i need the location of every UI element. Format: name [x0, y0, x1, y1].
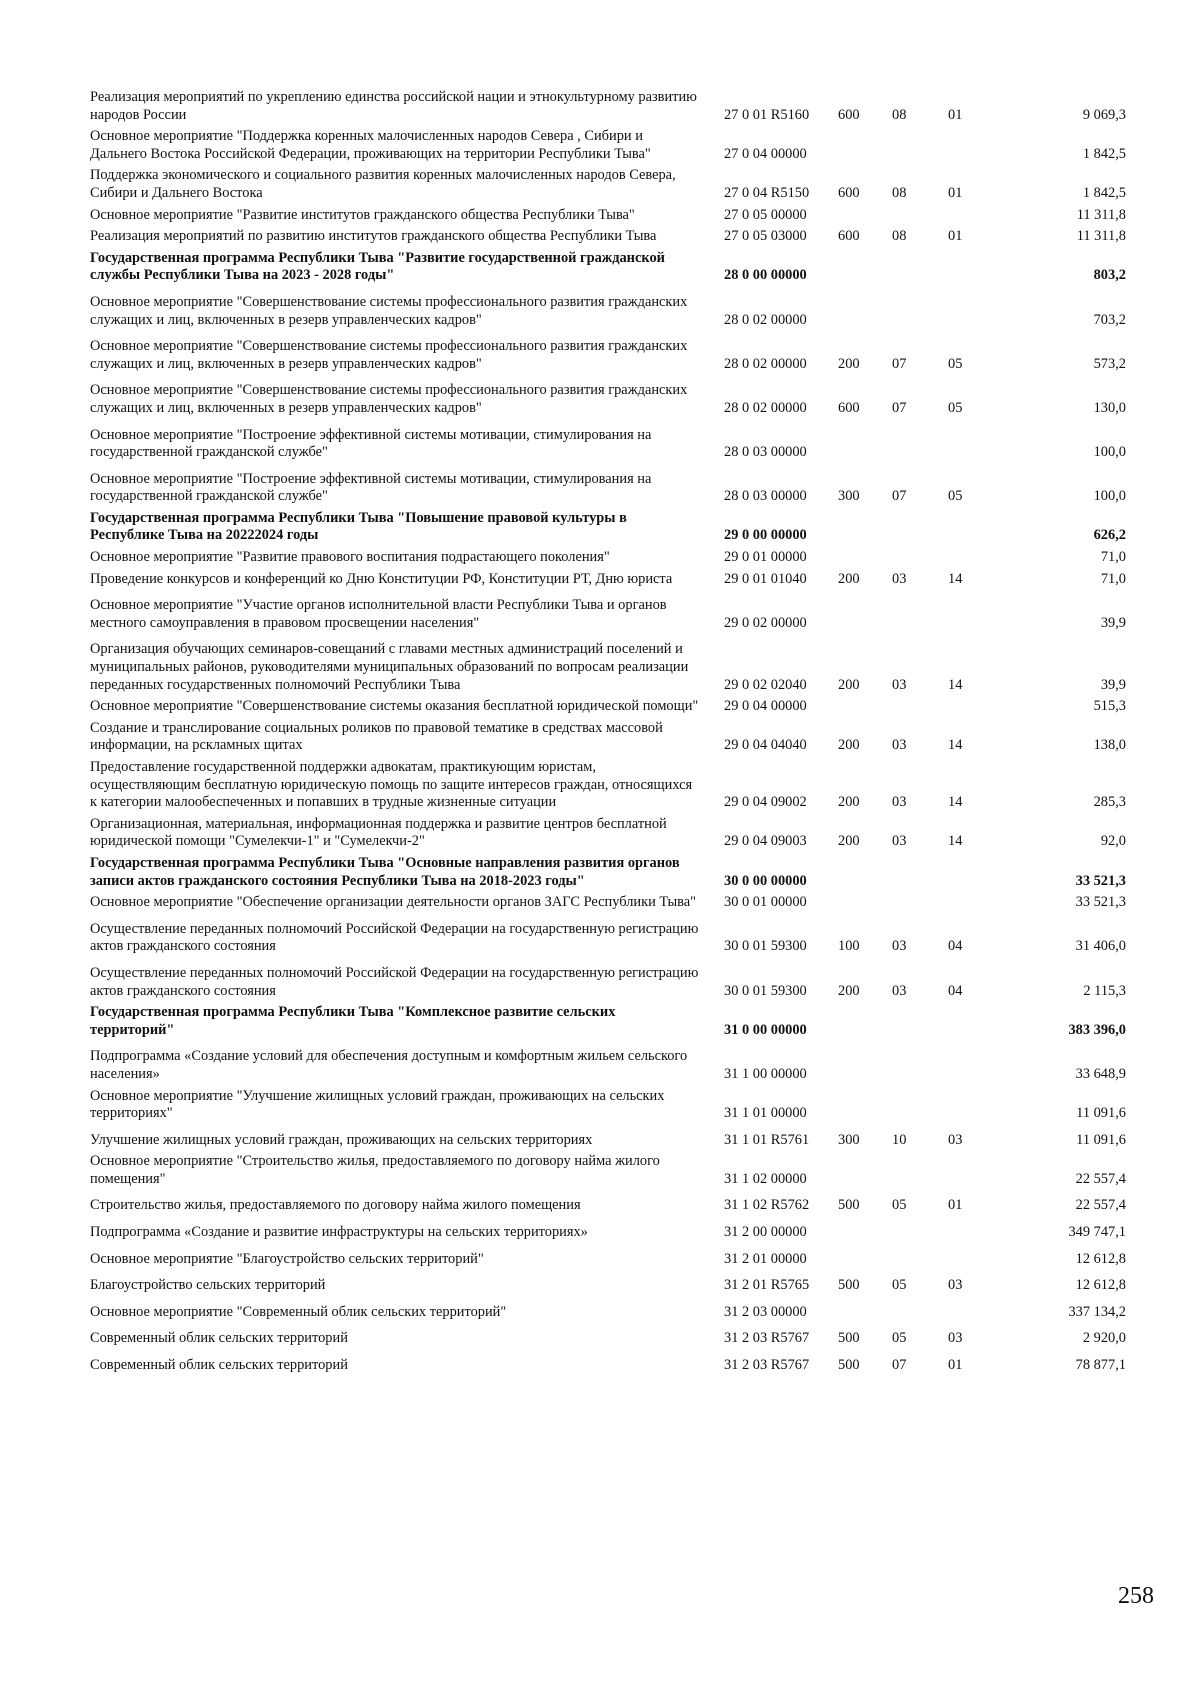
row-expense-type: 600: [838, 399, 860, 416]
row-name: Основное мероприятие "Современный облик сельских территорий": [90, 1303, 507, 1320]
row-amount: 22 557,4: [1075, 1170, 1126, 1187]
row-expense-type: [838, 697, 892, 719]
row-subsection: [948, 893, 1002, 915]
row-subsection: 14: [948, 570, 963, 587]
table-row: [90, 465, 1140, 509]
row-name: Проведение конкурсов и конференций ко Дню Конституции РФ, Конституции РТ, Дню юриста: [90, 570, 673, 587]
row-name: Основное мероприятие "Совершенствование системы профессионального развития гражданских служащих и лиц, включенных в резерв управленческих кадров": [90, 338, 688, 372]
row-subsection: 05: [948, 488, 963, 505]
row-amount: 803,2: [1093, 267, 1126, 284]
row-section: 03: [892, 833, 907, 850]
row-target-code: 27 0 01 R5160: [724, 106, 810, 123]
row-section: [892, 509, 948, 548]
row-target-code: 31 2 01 00000: [724, 1250, 807, 1267]
row-amount: 33 521,3: [1075, 872, 1126, 889]
row-target-code: 29 0 04 09002: [724, 794, 807, 811]
table-row: [90, 1152, 1140, 1191]
row-amount: 138,0: [1093, 737, 1126, 754]
row-subsection: 04: [948, 938, 963, 955]
table-row: [90, 1351, 1140, 1378]
table-row: [90, 249, 1140, 288]
row-amount: 33 521,3: [1075, 894, 1126, 911]
page-number: 258: [1118, 1583, 1154, 1609]
row-section: 03: [892, 982, 907, 999]
row-subsection: [948, 1042, 1002, 1086]
row-expense-type: [838, 421, 892, 465]
row-subsection: [948, 1218, 1002, 1245]
row-expense-type: [838, 893, 892, 915]
row-target-code: 30 0 01 59300: [724, 938, 807, 955]
row-name: Создание и транслирование социальных роликов по правовой тематике в средствах массовой информации, на рсклaмных щитах: [90, 719, 663, 754]
row-section: 05: [892, 1197, 907, 1214]
row-name: Основное мероприятие "Улучшение жилищных условий граждан, проживающих на сельских территориях": [90, 1087, 665, 1122]
row-expense-type: 600: [838, 228, 860, 245]
row-target-code: 30 0 01 59300: [724, 982, 807, 999]
row-expense-type: 600: [838, 106, 860, 123]
row-target-code: 30 0 00 00000: [724, 872, 807, 889]
row-subsection: 01: [948, 184, 963, 201]
row-section: 07: [892, 1357, 907, 1374]
row-expense-type: [838, 249, 892, 288]
row-subsection: 03: [948, 1131, 963, 1148]
row-expense-type: 200: [838, 570, 860, 587]
row-expense-type: 300: [838, 1131, 860, 1148]
row-name: Основное мероприятие "Обеспечение организации деятельности органов ЗАГС Республики Тыва": [90, 894, 697, 911]
row-amount: 12 612,8: [1075, 1250, 1126, 1267]
row-name: Реализация мероприятий по развитию институтов гражданского общества Республики Тыва: [90, 228, 657, 245]
row-amount: 11 091,6: [1076, 1131, 1126, 1148]
row-amount: 31 406,0: [1075, 938, 1126, 955]
row-section: [892, 893, 948, 915]
row-name: Основное мероприятие "Совершенствование системы профессионального развития гражданских служащих и лиц, включенных в резерв управленческих кадров": [90, 293, 688, 328]
row-target-code: 29 0 04 09003: [724, 833, 807, 850]
row-expense-type: [838, 1152, 892, 1191]
row-expense-type: 500: [838, 1197, 860, 1214]
row-subsection: 01: [948, 106, 963, 123]
row-target-code: 29 0 04 04040: [724, 737, 807, 754]
row-subsection: 01: [948, 1197, 963, 1214]
row-target-code: 31 1 01 00000: [724, 1105, 807, 1122]
row-target-code: 28 0 02 00000: [724, 355, 807, 372]
row-amount: 39,9: [1100, 676, 1126, 693]
table-row: [90, 635, 1140, 697]
row-amount: 9 069,3: [1082, 106, 1126, 123]
budget-table-body: [90, 88, 1140, 1378]
row-amount: 71,0: [1100, 549, 1126, 566]
row-amount: 285,3: [1093, 794, 1126, 811]
row-expense-type: 200: [838, 982, 860, 999]
row-expense-type: [838, 548, 892, 570]
row-name: Государственная программа Республики Тыва "Повышение правовой культуры в Республике Тыва на 20222024 годы: [90, 509, 627, 544]
row-name: Современный облик сельских территорий: [90, 1330, 348, 1347]
row-section: [892, 288, 948, 332]
table-row: [90, 1126, 1140, 1153]
row-target-code: 31 1 00 00000: [724, 1065, 807, 1082]
row-section: 03: [892, 794, 907, 811]
row-subsection: [948, 509, 1002, 548]
row-target-code: 31 1 01 R5761: [724, 1131, 810, 1148]
row-subsection: [948, 249, 1002, 288]
table-row: [90, 127, 1140, 166]
table-row: [90, 509, 1140, 548]
row-target-code: 31 2 03 00000: [724, 1303, 807, 1320]
table-row: [90, 1298, 1140, 1325]
row-expense-type: [838, 591, 892, 635]
table-row: [90, 893, 1140, 915]
table-row: [90, 1271, 1140, 1298]
row-target-code: 31 1 02 R5762: [724, 1197, 810, 1214]
row-expense-type: [838, 1042, 892, 1086]
table-row: [90, 548, 1140, 570]
row-target-code: 27 0 04 R5150: [724, 184, 810, 201]
row-section: [892, 127, 948, 166]
row-section: 10: [892, 1131, 907, 1148]
row-target-code: 28 0 02 00000: [724, 311, 807, 328]
row-amount: 71,0: [1100, 570, 1126, 587]
row-name: Современный облик сельских территорий: [90, 1357, 348, 1374]
row-target-code: 30 0 01 00000: [724, 894, 807, 911]
row-name: Поддержка экономического и социального развития коренных малочисленных народов Севера, Сибири и Дальнего Востока: [90, 167, 676, 201]
row-target-code: 27 0 05 00000: [724, 206, 807, 223]
row-target-code: 29 0 00 00000: [724, 527, 807, 544]
row-section: [892, 1042, 948, 1086]
row-subsection: 04: [948, 982, 963, 999]
row-subsection: 14: [948, 676, 963, 693]
row-target-code: 27 0 05 03000: [724, 228, 807, 245]
table-row: [90, 1245, 1140, 1272]
row-subsection: [948, 1087, 1002, 1126]
row-amount: 703,2: [1093, 311, 1126, 328]
row-subsection: [948, 1003, 1002, 1042]
table-row: [90, 854, 1140, 893]
row-expense-type: [838, 1003, 892, 1042]
row-name: Основное мероприятие "Участие органов исполнительной власти Республики Тыва и органов местного самоуправления в правовом просвещении населения": [90, 597, 667, 631]
row-amount: 11 311,8: [1076, 228, 1126, 245]
row-section: 08: [892, 228, 907, 245]
row-name: Государственная программа Республики Тыва "Основные направления развития органов записи актов гражданского состояния Республики Тыва на 2018-2023 годы": [90, 854, 680, 889]
row-section: [892, 591, 948, 635]
row-target-code: 29 0 01 01040: [724, 570, 807, 587]
row-target-code: 31 2 00 00000: [724, 1224, 807, 1241]
row-subsection: [948, 288, 1002, 332]
row-name: Предоставление государственной поддержки адвокатам, практикующим юристам, осуществляющим бесплатную юридическую помощь по защите интересов граждан, относящихся к категории малообеспеченных и попавших в трудные жизненные ситуации: [90, 759, 693, 811]
row-amount: 2 920,0: [1082, 1330, 1126, 1347]
row-section: 03: [892, 570, 907, 587]
table-row: [90, 1003, 1140, 1042]
row-expense-type: [838, 854, 892, 893]
row-amount: 78 877,1: [1075, 1357, 1126, 1374]
row-target-code: 28 0 03 00000: [724, 488, 807, 505]
table-row: [90, 591, 1140, 635]
row-expense-type: 100: [838, 938, 860, 955]
table-row: [90, 915, 1140, 959]
row-amount: 515,3: [1093, 698, 1126, 715]
row-target-code: 31 0 00 00000: [724, 1021, 807, 1038]
row-expense-type: [838, 1087, 892, 1126]
row-amount: 12 612,8: [1075, 1277, 1126, 1294]
row-subsection: 01: [948, 1357, 963, 1374]
row-name: Реализация мероприятий по укреплению единства российской нации и этнокультурному развитию народов России: [90, 89, 697, 123]
row-section: 07: [892, 399, 907, 416]
row-amount: 92,0: [1100, 833, 1126, 850]
row-target-code: 28 0 03 00000: [724, 444, 807, 461]
table-row: [90, 719, 1140, 758]
row-section: 05: [892, 1277, 907, 1294]
row-target-code: 29 0 02 00000: [724, 614, 807, 631]
row-amount: 1 842,5: [1082, 184, 1126, 201]
table-row: [90, 206, 1140, 228]
table-row: [90, 1191, 1140, 1218]
row-section: [892, 1152, 948, 1191]
row-amount: 2 115,3: [1083, 982, 1126, 999]
row-subsection: 14: [948, 794, 963, 811]
table-row: [90, 570, 1140, 592]
table-row: [90, 421, 1140, 465]
row-name: Улучшение жилищных условий граждан, проживающих на сельских территориях: [90, 1131, 593, 1148]
row-section: 07: [892, 488, 907, 505]
row-section: 03: [892, 938, 907, 955]
row-section: [892, 1298, 948, 1325]
row-expense-type: [838, 206, 892, 228]
row-name: Строительство жилья, предоставляемого по договору найма жилого помещения: [90, 1197, 581, 1214]
row-amount: 1 842,5: [1082, 145, 1126, 162]
row-name: Основное мероприятие "Построение эффективной системы мотивации, стимулирования на государственной гражданской службе": [90, 426, 652, 461]
row-section: [892, 1218, 948, 1245]
row-expense-type: [838, 1218, 892, 1245]
row-section: [892, 249, 948, 288]
row-expense-type: [838, 509, 892, 548]
row-target-code: 29 0 04 00000: [724, 698, 807, 715]
table-row: [90, 1324, 1140, 1351]
row-section: 03: [892, 737, 907, 754]
row-amount: 383 396,0: [1068, 1021, 1126, 1038]
row-subsection: 05: [948, 355, 963, 372]
row-subsection: 05: [948, 399, 963, 416]
row-amount: 39,9: [1100, 614, 1126, 631]
row-target-code: 28 0 00 00000: [724, 267, 807, 284]
row-target-code: 29 0 02 02040: [724, 676, 807, 693]
row-section: [892, 697, 948, 719]
row-subsection: [948, 127, 1002, 166]
row-subsection: [948, 1152, 1002, 1191]
row-amount: 130,0: [1093, 399, 1126, 416]
row-expense-type: 200: [838, 794, 860, 811]
row-amount: 349 747,1: [1068, 1224, 1126, 1241]
row-section: [892, 1087, 948, 1126]
row-section: [892, 1245, 948, 1272]
table-row: [90, 959, 1140, 1003]
table-row: [90, 1042, 1140, 1086]
table-row: [90, 815, 1140, 854]
row-target-code: 28 0 02 00000: [724, 399, 807, 416]
table-row: [90, 758, 1140, 815]
row-subsection: [948, 854, 1002, 893]
row-subsection: 01: [948, 228, 963, 245]
row-target-code: 31 2 03 R5767: [724, 1357, 810, 1374]
row-expense-type: 500: [838, 1277, 860, 1294]
row-amount: 22 557,4: [1075, 1197, 1126, 1214]
row-subsection: [948, 1245, 1002, 1272]
row-expense-type: 200: [838, 676, 860, 693]
row-amount: 11 091,6: [1076, 1105, 1126, 1122]
row-name: Подпрограмма «Создание условий для обеспечения доступным и комфортным жильем сельского населения»: [90, 1048, 688, 1082]
row-expense-type: [838, 288, 892, 332]
row-subsection: 03: [948, 1330, 963, 1347]
row-amount: 11 311,8: [1076, 206, 1126, 223]
table-row: [90, 697, 1140, 719]
row-section: 07: [892, 355, 907, 372]
row-section: 03: [892, 676, 907, 693]
row-target-code: 31 2 01 R5765: [724, 1277, 810, 1294]
row-name: Осуществление переданных полномочий Российской Федерации на государственную регистрацию актов гражданского состояния: [90, 964, 699, 999]
row-name: Организационная, материальная, информационная поддержка и развитие центров бесплатной юридической помощи "Сумелекчи-1" и "Сумелекчи-2": [90, 815, 667, 850]
row-name: Осуществление переданных полномочий Российской Федерации на государственную регистрацию актов гражданского состояния: [90, 920, 699, 955]
row-subsection: [948, 206, 1002, 228]
table-row: [90, 332, 1140, 376]
table-row: [90, 376, 1140, 420]
table-row: [90, 227, 1140, 249]
row-target-code: 31 1 02 00000: [724, 1170, 807, 1187]
row-subsection: [948, 1298, 1002, 1325]
row-section: [892, 206, 948, 228]
row-subsection: 14: [948, 737, 963, 754]
row-target-code: 27 0 04 00000: [724, 145, 807, 162]
row-name: Подпрограмма «Создание и развитие инфраструктуры на сельских территориях»: [90, 1224, 588, 1241]
row-expense-type: [838, 1245, 892, 1272]
row-section: 05: [892, 1330, 907, 1347]
row-subsection: [948, 697, 1002, 719]
row-name: Государственная программа Республики Тыва "Комплексное развитие сельских территорий": [90, 1004, 616, 1038]
row-name: Основное мероприятие "Поддержка коренных малочисленных народов Севера , Сибири и Дальнего Востока Российской Федерации, проживающих на территории Республики Тыва": [90, 128, 651, 162]
row-subsection: 03: [948, 1277, 963, 1294]
row-subsection: [948, 421, 1002, 465]
table-row: [90, 88, 1140, 127]
row-name: Основное мероприятие "Благоустройство сельских территорий": [90, 1250, 484, 1267]
row-name: Государственная программа Республики Тыва "Развитие государственной гражданской службы Республики Тыва на 2023 - 2028 годы": [90, 249, 665, 284]
row-name: Основное мероприятие "Развитие правового воспитания подрастающего поколения": [90, 549, 610, 566]
row-expense-type: 200: [838, 737, 860, 754]
row-amount: 100,0: [1093, 488, 1126, 505]
row-name: Основное мероприятие "Развитие институтов гражданского общества Республики Тыва": [90, 206, 635, 223]
table-row: [90, 166, 1140, 205]
row-name: Основное мероприятие "Совершенствование системы профессионального развития гражданских служащих и лиц, включенных в резерв управленческих кадров": [90, 382, 688, 416]
row-section: [892, 421, 948, 465]
table-row: [90, 288, 1140, 332]
budget-table: [90, 88, 1140, 1378]
row-name: Основное мероприятие "Построение эффективной системы мотивации, стимулирования на государственной гражданской службе": [90, 470, 652, 505]
row-amount: 33 648,9: [1075, 1065, 1126, 1082]
row-section: [892, 854, 948, 893]
row-name: Основное мероприятие "Совершенствование системы оказания бесплатной юридической помощи": [90, 698, 699, 715]
row-expense-type: [838, 127, 892, 166]
row-subsection: 14: [948, 833, 963, 850]
row-expense-type: 500: [838, 1330, 860, 1347]
row-name: Основное мероприятие "Строительство жилья, предоставляемого по договору найма жилого помещения": [90, 1153, 660, 1187]
row-amount: 100,0: [1093, 444, 1126, 461]
budget-sheet: [90, 88, 1140, 1378]
row-expense-type: 600: [838, 184, 860, 201]
row-amount: 626,2: [1093, 527, 1126, 544]
row-section: 08: [892, 106, 907, 123]
row-subsection: [948, 591, 1002, 635]
row-expense-type: [838, 1298, 892, 1325]
row-subsection: [948, 548, 1002, 570]
row-name: Организация обучающих семинаров-совещаний с главами местных администраций поселений и муниципальных районов, руководителями муниципальных образований по вопросам реализации переданных государственных полномочий Республики Тыва: [90, 641, 689, 693]
row-section: [892, 1003, 948, 1042]
row-expense-type: 200: [838, 833, 860, 850]
row-expense-type: 300: [838, 488, 860, 505]
row-section: [892, 548, 948, 570]
row-amount: 337 134,2: [1068, 1303, 1126, 1320]
row-section: 08: [892, 184, 907, 201]
row-expense-type: 200: [838, 355, 860, 372]
table-row: [90, 1087, 1140, 1126]
row-name: Благоустройство сельских территорий: [90, 1277, 326, 1294]
row-expense-type: 500: [838, 1357, 860, 1374]
row-amount: 573,2: [1093, 355, 1126, 372]
row-target-code: 29 0 01 00000: [724, 549, 807, 566]
table-row: [90, 1218, 1140, 1245]
row-target-code: 31 2 03 R5767: [724, 1330, 810, 1347]
